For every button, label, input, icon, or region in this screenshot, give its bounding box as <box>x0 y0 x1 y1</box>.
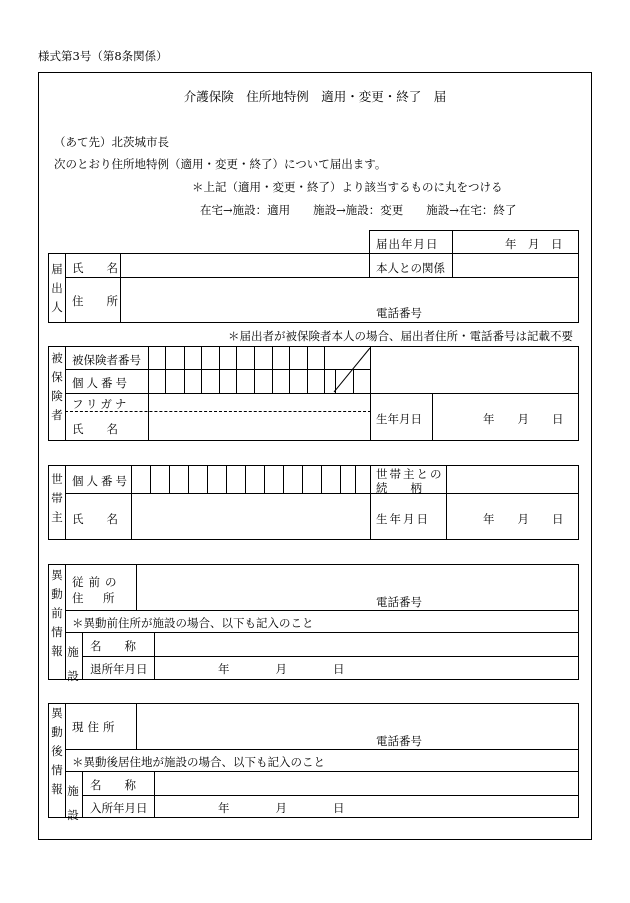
household-relation-label-2: 続 柄 <box>376 481 422 495</box>
furigana-label: フリガナ <box>72 397 130 411</box>
after-address-label: 現住所 <box>72 720 119 734</box>
before-facility-name-label: 名 称 <box>90 639 136 653</box>
before-group-label: 異 動 前 情 報 <box>51 568 63 658</box>
before-address-label-1: 従前の <box>72 575 122 589</box>
insured-number-label: 被保険者番号 <box>72 353 141 367</box>
intro-text: 次のとおり住所地特例（適用・変更・終了）について届出ます。 <box>54 157 387 171</box>
after-facility-label: 施設 <box>67 784 79 822</box>
form-title: 介護保険 住所地特例 適用・変更・終了 届 <box>183 89 447 104</box>
after-note: ＊異動後居住地が施設の場合、以下も記入のこと <box>72 755 325 769</box>
before-address-field[interactable] <box>137 565 577 609</box>
insured-personal-label: 個人番号 <box>72 376 130 390</box>
household-group-label: 世 帯 主 <box>51 472 63 524</box>
insured-name-field[interactable] <box>149 412 369 440</box>
household-relation-field[interactable] <box>447 466 577 492</box>
before-phone-label: 電話番号 <box>376 595 422 609</box>
after-facility-name-field[interactable] <box>155 772 577 794</box>
insured-group-label: 被 保 険 者 <box>51 351 63 422</box>
before-date-value[interactable]: 年 月 日 <box>218 662 345 676</box>
applicant-address-label: 住 所 <box>72 294 118 308</box>
applicant-address-field[interactable] <box>121 278 577 321</box>
before-facility-label: 施設 <box>67 645 79 683</box>
before-note: ＊異動前住所が施設の場合、以下も記入のこと <box>72 616 314 630</box>
submission-date-label: 届出年月日 <box>376 237 439 251</box>
applicant-name-field[interactable] <box>121 254 368 276</box>
insured-birth-label: 生年月日 <box>376 412 422 426</box>
household-personal-label: 個人番号 <box>72 474 130 488</box>
household-relation-label-1: 世帯主との <box>376 467 444 481</box>
applicant-group-label: 届 出 人 <box>51 262 63 314</box>
submission-date-value[interactable]: 年 月 日 <box>505 237 563 251</box>
household-name-label: 氏 名 <box>72 512 118 526</box>
after-date-label: 入所年月日 <box>90 801 148 815</box>
insured-name-label: 氏 名 <box>72 422 118 436</box>
before-address-label-2: 住 所 <box>72 591 119 605</box>
after-phone-label: 電話番号 <box>376 734 422 748</box>
circle-note: ＊上記（適用・変更・終了）より該当するものに丸をつける <box>192 180 503 194</box>
diagonal-strike <box>324 346 371 393</box>
addressee: （あて先）北茨城市長 <box>54 135 169 149</box>
insured-birth-value[interactable]: 年 月 日 <box>483 412 564 426</box>
furigana-field[interactable] <box>149 394 369 410</box>
after-address-field[interactable] <box>137 704 577 748</box>
after-facility-name-label: 名 称 <box>90 778 136 792</box>
after-group-label: 異 動 後 情 報 <box>51 706 63 796</box>
relation-label: 本人との関係 <box>376 261 445 275</box>
before-date-label: 退所年月日 <box>90 662 148 676</box>
household-birth-value[interactable]: 年 月 日 <box>483 512 564 526</box>
applicant-name-label: 氏 名 <box>72 261 118 275</box>
after-date-value[interactable]: 年 月 日 <box>218 801 345 815</box>
category-text: 在宅→施設：適用 施設→施設：変更 施設→在宅：終了 <box>200 203 517 217</box>
household-birth-label: 生年月日 <box>376 512 430 526</box>
household-name-field[interactable] <box>132 494 369 538</box>
before-facility-name-field[interactable] <box>155 633 577 655</box>
form-number: 様式第3号（第8条関係） <box>38 49 168 63</box>
applicant-note: ＊届出者が被保険者本人の場合、届出者住所・電話番号は記載不要 <box>228 329 573 343</box>
applicant-phone-label: 電話番号 <box>376 306 422 320</box>
relation-field[interactable] <box>453 254 577 276</box>
